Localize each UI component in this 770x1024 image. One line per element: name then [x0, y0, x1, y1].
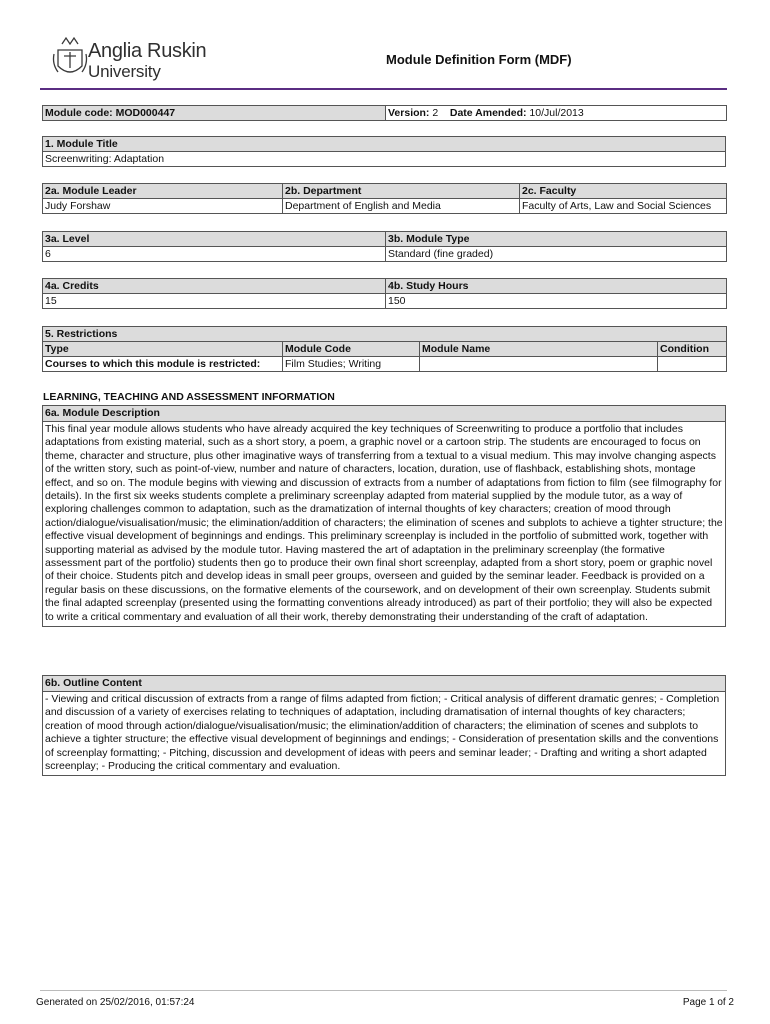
restrictions-row-code: Film Studies; Writing: [283, 357, 420, 372]
page-number: Page 1 of 2: [682, 997, 734, 1008]
restrictions-row-type: Courses to which this module is restricted:: [43, 357, 283, 372]
module-title-value: Screenwriting: Adaptation: [43, 152, 726, 167]
university-name-line1: Anglia Ruskin: [88, 40, 207, 62]
credits-table: [42, 278, 727, 309]
module-leader-value: Judy Forshaw: [43, 199, 283, 214]
restrictions-col-type: Type: [43, 342, 283, 357]
department-heading: 2b. Department: [283, 184, 520, 199]
restrictions-table: [42, 326, 727, 372]
module-description-heading: 6a. Module Description: [43, 406, 725, 422]
form-title: Module Definition Form (MDF): [386, 52, 572, 67]
restrictions-col-code: Module Code: [283, 342, 420, 357]
level-value: 6: [43, 247, 386, 262]
date-amended-value: 10/Jul/2013: [529, 107, 584, 119]
restrictions-row-name: [420, 357, 658, 372]
module-type-heading: 3b. Module Type: [386, 232, 727, 247]
faculty-value: Faculty of Arts, Law and Social Sciences: [520, 199, 727, 214]
learning-section-heading: LEARNING, TEACHING AND ASSESSMENT INFORMATION: [43, 391, 335, 403]
module-type-value: Standard (fine graded): [386, 247, 727, 262]
credits-value: 15: [43, 294, 386, 309]
faculty-heading: 2c. Faculty: [520, 184, 727, 199]
restrictions-col-condition: Condition: [658, 342, 727, 357]
restrictions-heading: 5. Restrictions: [43, 327, 727, 342]
module-description-text: This final year module allows students who have already acquired the key techniques of Screenwriting to produce a portfolio that includes adaptations from existing material, such as a short story, a poem, a graphic novel or a cartoon strip. The students are encouraged to focus on theme, character and structure, plus other imaginative ways of transferring from a textual to a visual medium. This may involve changing aspects of the written story, such as point-of-view, number and nature of characters, location, duration, use of flashback, establishing shots, montage effect, and so on. The module begins with viewing and discussion of extracts from a number of adaptations from fiction to film (see filmography for details). In the first six weeks students complete a preliminary screenplay adapted from material supplied by the module tutor, as a way of exploring challenges common to adaptation, such as the dramatization of internal thoughts of key characters; creation of mood through action/dialogue/visualisation/music; the elimination/addition of characters; the elimination of scenes and subplots to achieve a tighter structure; the effective visual development of beginnings and endings. This preliminary screenplay is included in the portfolio of submitted work, together with supporting material as advised by the module tutor. Having mastered the art of adaptation in the preliminary screenplay (the formative assessment part of the portfolio) students then go to produce their own final short screenplay, adapted from a short story, poem or graphic novel of their choice. Students pitch and develop ideas in small peer groups, overseen and guided by the seminar leader. Feedback is provided on a regular basis on these discussions, on the formative elements of the coursework, and on development of their own screenplay. Students submit the final adapted screenplay (presented using the formatting conventions already introduced) as part of their portfolio; they will also be expected to write a critical commentary and evaluation of all their work, thereby demonstrating their understanding of the craft of adaptation.: [45, 423, 723, 623]
version-label: Version:: [388, 107, 430, 119]
level-heading: 3a. Level: [43, 232, 386, 247]
university-crest-logo: [50, 34, 90, 84]
outline-content-text: - Viewing and critical discussion of extracts from a range of films adapted from fiction; - Critical analysis of different dramatic genres; - Completion and discussion of a variety of exercises relating to techniques of adaptation, including dramatisation of internal thoughts of key characters; creation of mood through action/dialogue/visualisation/music; the elimination/addition of characters; the elimination of scenes and subplots to achieve a tighter structure; the effective visual development of beginnings and endings; - Consideration of presentation skills and the conventions of screenplay formatting; - Pitching, discussion and development of ideas with peers and seminar leader; - Drafting and writing a short adapted screenplay; - Producing the critical commentary and evaluation.: [45, 693, 720, 773]
study-hours-value: 150: [386, 294, 727, 309]
module-title-table: [42, 136, 726, 167]
restrictions-col-name: Module Name: [420, 342, 658, 357]
version-date-cell: [386, 106, 727, 121]
outline-content-box: [42, 675, 726, 776]
level-table: [42, 231, 727, 262]
version-value: 2: [432, 107, 439, 119]
footer-divider: [40, 990, 727, 991]
module-leader-heading: 2a. Module Leader: [43, 184, 283, 199]
module-code: Module code: MOD000447: [43, 106, 386, 121]
leader-table: [42, 183, 727, 214]
module-description-box: [42, 405, 726, 627]
title-divider: [40, 88, 727, 90]
credits-heading: 4a. Credits: [43, 279, 386, 294]
module-code-table: [42, 105, 727, 121]
date-amended-label: Date Amended:: [449, 107, 527, 119]
department-value: Department of English and Media: [283, 199, 520, 214]
outline-content-heading: 6b. Outline Content: [43, 676, 725, 692]
university-name-line2: University: [88, 62, 161, 81]
generated-timestamp: Generated on 25/02/2016, 01:57:24: [36, 997, 195, 1008]
module-title-heading: 1. Module Title: [43, 137, 726, 152]
study-hours-heading: 4b. Study Hours: [386, 279, 727, 294]
restrictions-row-condition: [658, 357, 727, 372]
